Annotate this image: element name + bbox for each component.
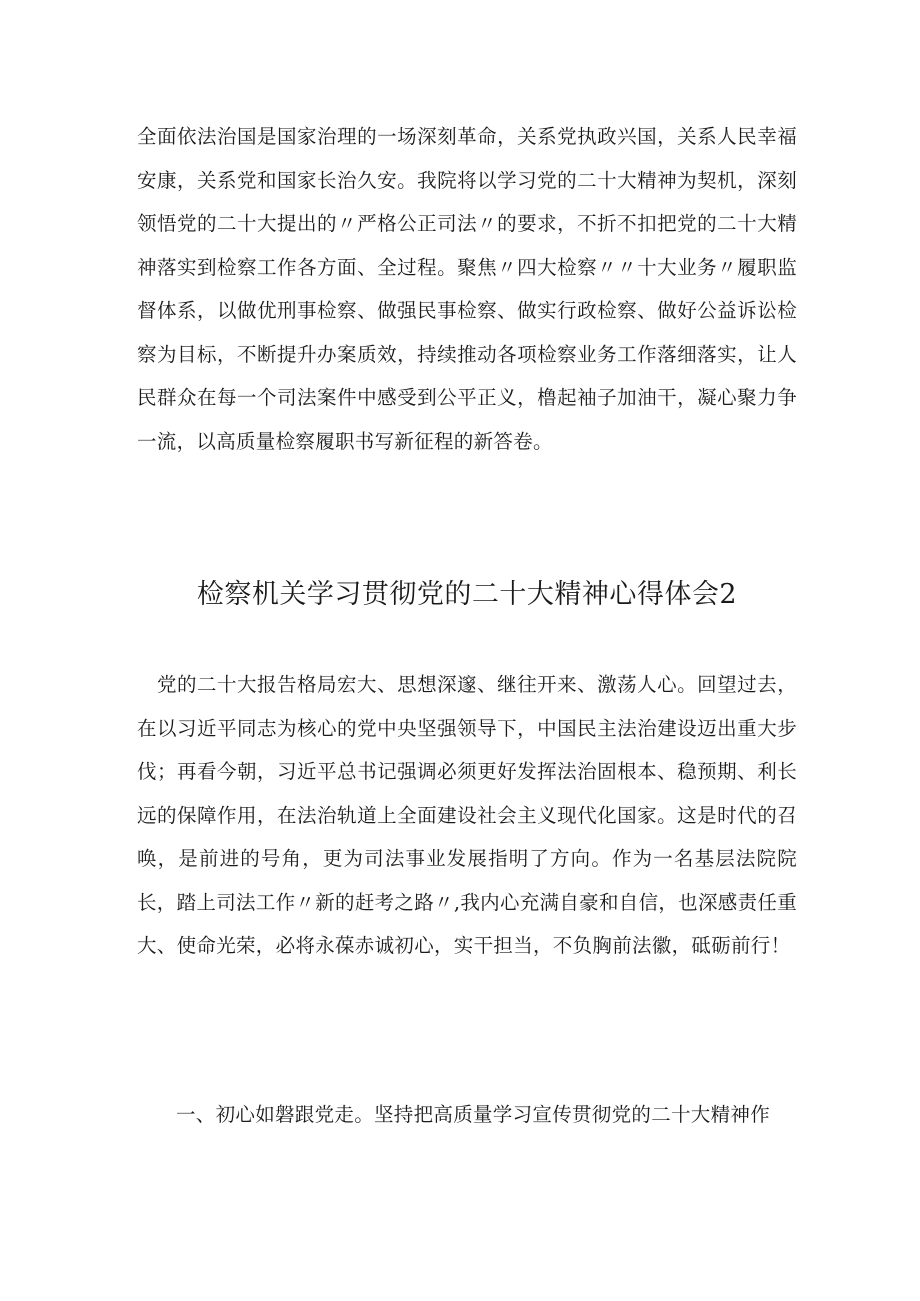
section-heading: 检察机关学习贯彻党的二十大精神心得体会2 bbox=[196, 579, 738, 610]
body-paragraph-2: 党的二十大报告格局宏大、思想深邃、继往开来、激荡人心。回望过去，在以习近平同志为核心的党中央坚强领导下，中国民主法治建设迈出重大步伐；再看今朝，习近平总书记强调必须更好发挥法治固根本、稳预期、利长远的保障作用，在法治轨道上全面建设社会主义现代化国家。这是时代的召唤，是前进的号角，更为司法事业发展指明了方向。作为一名基层法院院长，踏上司法工作〃新的赶考之路〃,我内心充满自豪和自信，也深感责任重大、使命光荣，必将永葆赤诚初心，实干担当，不负胸前法徽，砥砺前行！ bbox=[137, 673, 797, 957]
body-paragraph-3: 一、初心如磐跟党走。坚持把高质量学习宣传贯彻党的二十大精神作 bbox=[176, 1103, 771, 1126]
body-paragraph-1: 全面依法治国是国家治理的一场深刻革命，关系党执政兴国，关系人民幸福安康，关系党和国家长治久安。我院将以学习党的二十大精神为契机，深刻领悟党的二十大提出的〃严格公正司法〃的要求，不折不扣把党的二十大精神落实到检察工作各方面、全过程。聚焦〃四大检察〃〃十大业务〃履职监督体系，以做优刑事检察、做强民事检察、做实行政检察、做好公益诉讼检察为目标，不断提升办案质效，持续推动各项检察业务工作落细落实，让人民群众在每一个司法案件中感受到公平正义，橹起袖子加油干，凝心聚力争一流，以高质量检察履职书写新征程的新答卷。 bbox=[137, 125, 797, 453]
